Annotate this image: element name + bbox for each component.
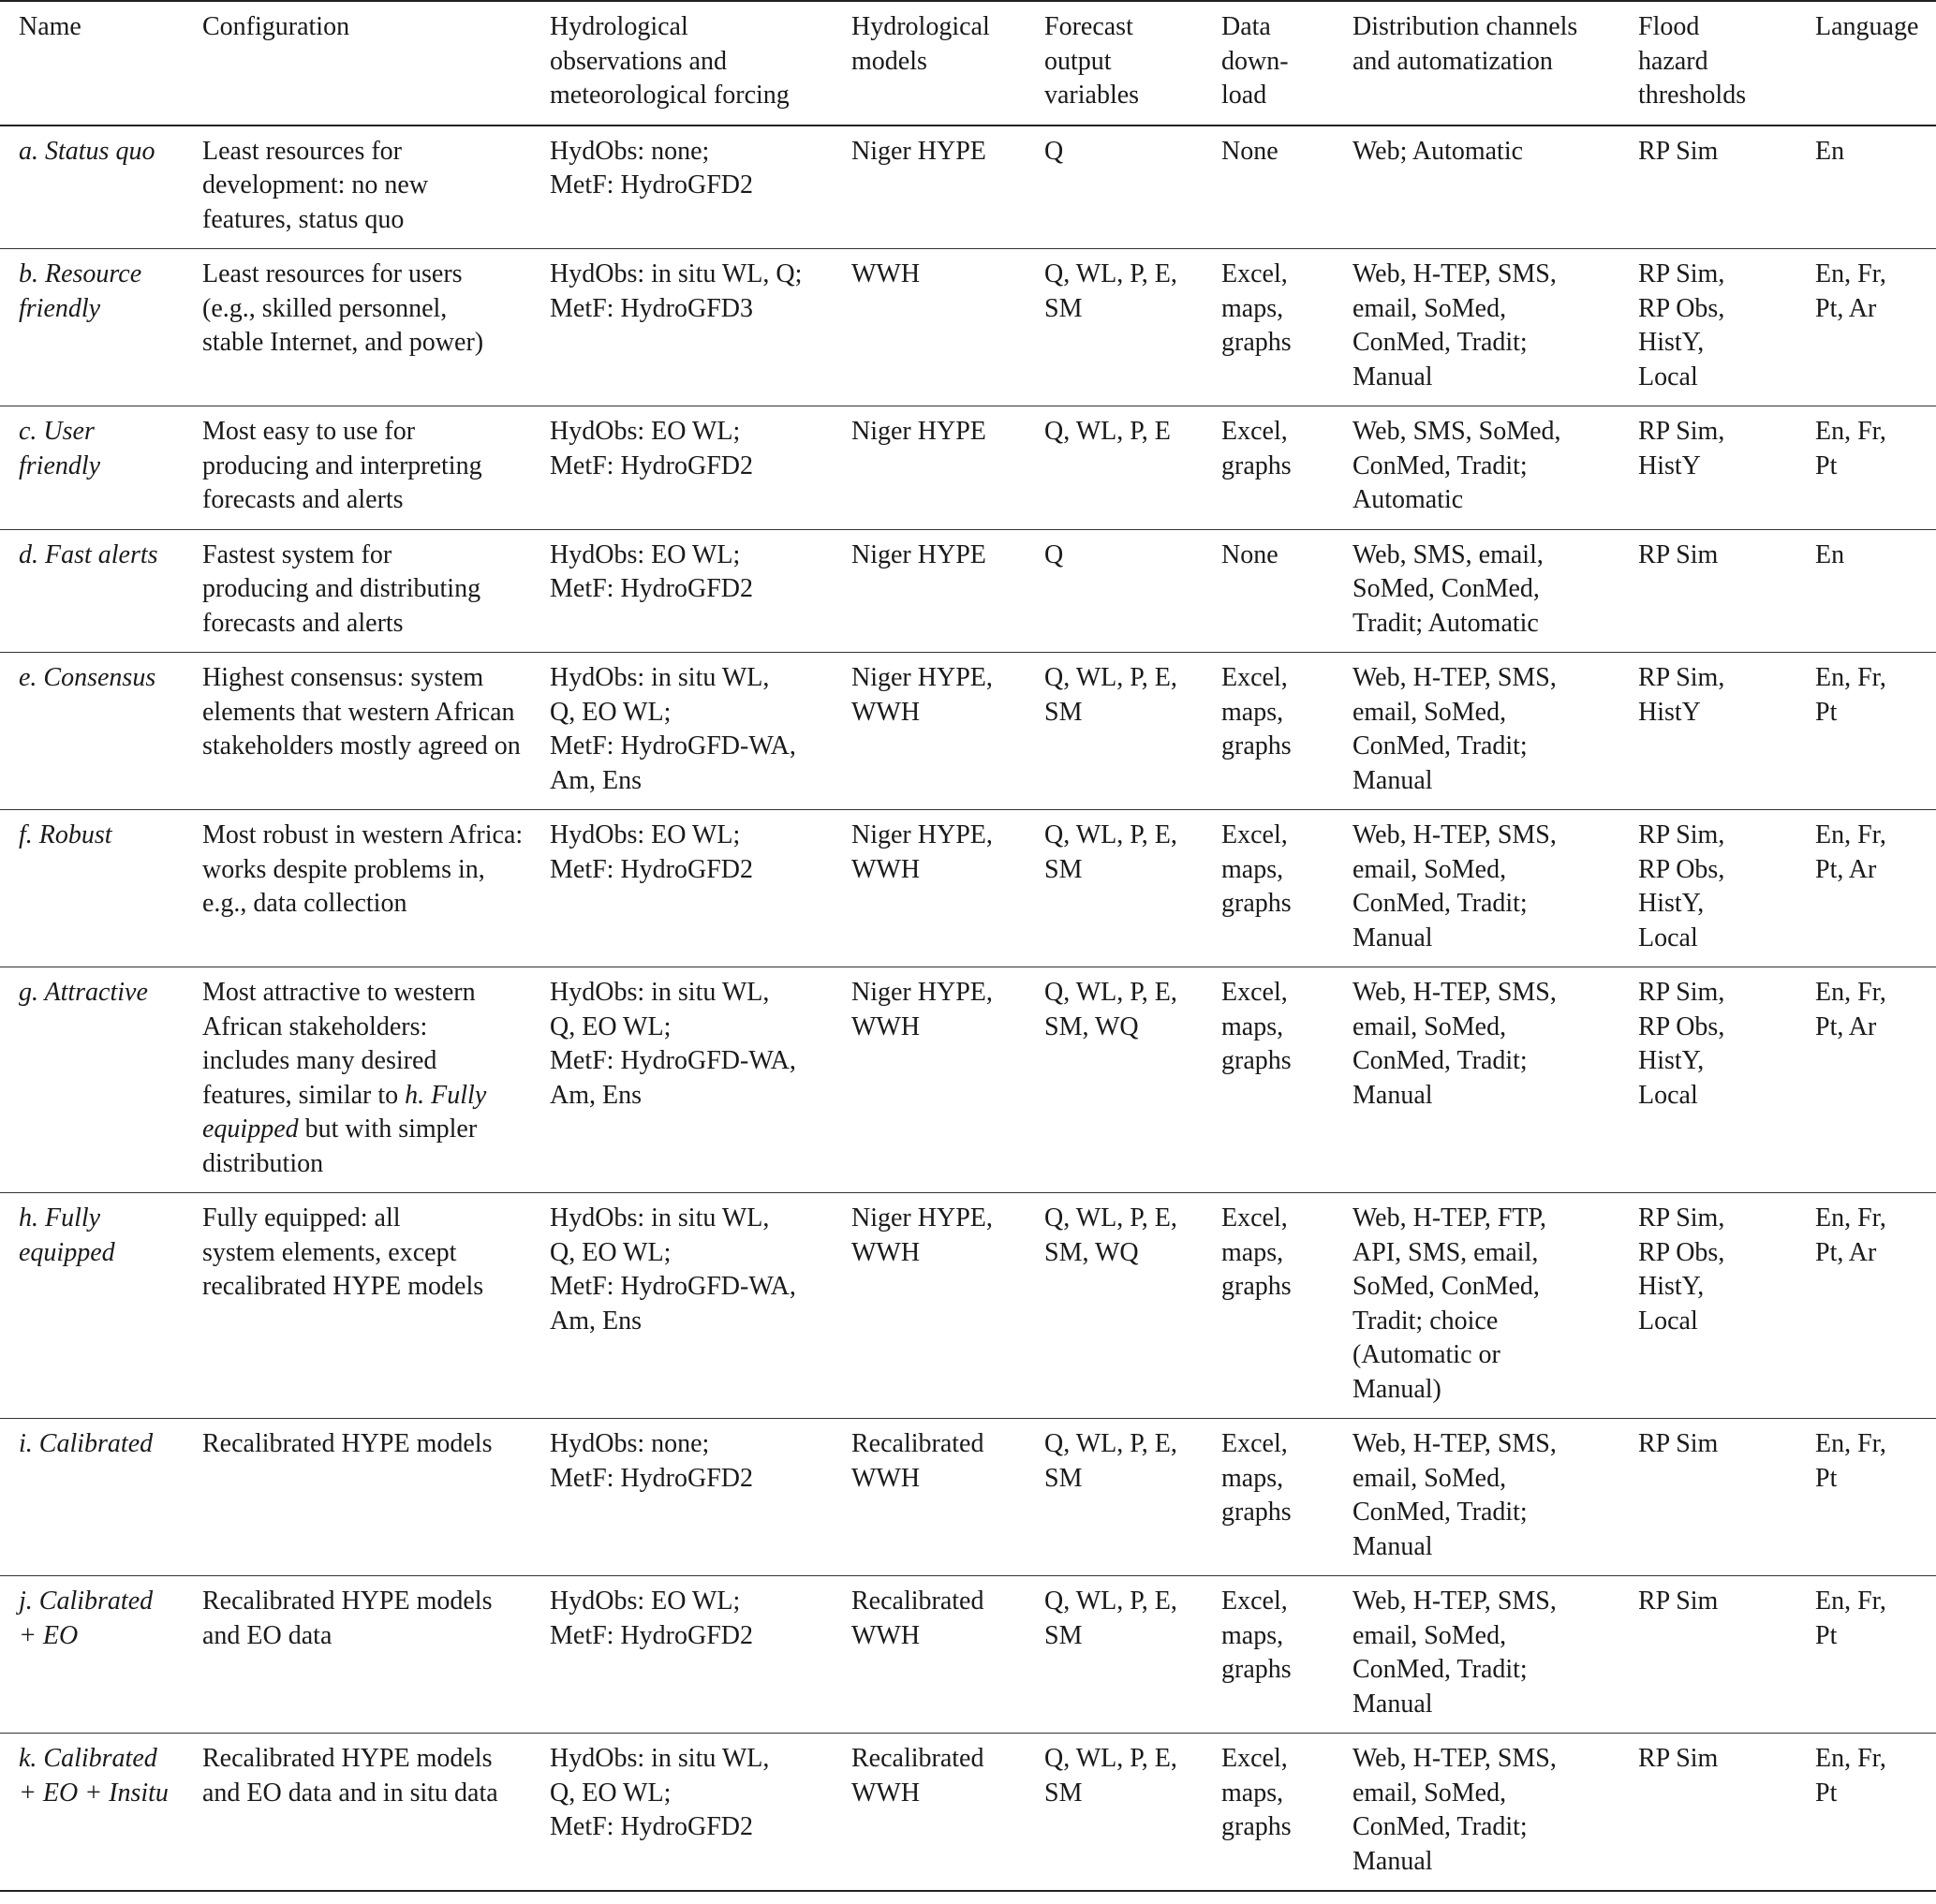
configuration-text: Most attractive to western African stakeholders: includes many desired features, similar to xyxy=(202,978,476,1110)
cell-language: En, Fr, Pt xyxy=(1815,1429,1886,1493)
cell-thresholds: RP Sim xyxy=(1638,1587,1719,1616)
cell-download: Excel, maps, graphs xyxy=(1221,1744,1292,1841)
configuration-text: but with simpler distribution xyxy=(202,1114,478,1178)
cell-configuration: Fully equipped: all system elements, except recalibrated HYPE models xyxy=(202,1203,484,1301)
column-header-configuration: Configuration xyxy=(202,12,350,41)
cell-name: d. Fast alerts xyxy=(19,539,158,569)
table-row xyxy=(0,1576,1936,1734)
cell-thresholds: RP Sim, RP Obs, HistY, Local xyxy=(1638,820,1725,952)
cell-variables: Q, WL, P, E, SM, WQ xyxy=(1044,978,1177,1041)
cell-download: None xyxy=(1221,539,1278,569)
column-header-download: Data down- load xyxy=(1221,12,1289,110)
cell-distribution: Web, H-TEP, SMS, email, SoMed, ConMed, Tradit; Manual xyxy=(1352,1429,1557,1561)
cell-distribution: Web, SMS, SoMed, ConMed, Tradit; Automatic xyxy=(1352,417,1561,514)
cell-variables: Q xyxy=(1044,539,1064,569)
cell-download: Excel, maps, graphs xyxy=(1221,259,1292,357)
column-header-name: Name xyxy=(19,12,81,41)
cell-distribution: Web, H-TEP, FTP, API, SMS, email, SoMed, ConMed, Tradit; choice (Automatic or Manual) xyxy=(1352,1203,1546,1404)
cell-language: En, Fr, Pt xyxy=(1815,663,1886,727)
column-header-observations: Hydrological observations and meteorological forcing xyxy=(550,12,790,110)
cell-models: Niger HYPE, WWH xyxy=(851,978,993,1041)
cell-download: Excel, maps, graphs xyxy=(1221,1587,1292,1684)
cell-thresholds: RP Sim xyxy=(1638,136,1719,166)
cell-distribution: Web, H-TEP, SMS, email, SoMed, ConMed, Tradit; Manual xyxy=(1352,1587,1557,1719)
cell-observations: HydObs: EO WL; MetF: HydroGFD2 xyxy=(550,820,754,884)
cell-thresholds: RP Sim, HistY xyxy=(1638,663,1725,727)
cell-distribution: Web, SMS, email, SoMed, ConMed, Tradit; Automatic xyxy=(1352,539,1544,638)
column-header-variables: Forecast output variables xyxy=(1044,12,1140,110)
cell-name: h. Fully equipped xyxy=(19,1203,115,1267)
cell-variables: Q xyxy=(1044,136,1064,166)
cell-download: Excel, graphs xyxy=(1221,417,1292,480)
cell-thresholds: RP Sim xyxy=(1638,1744,1719,1773)
cell-configuration: Highest consensus: system elements that western African stakeholders mostly agreed on xyxy=(202,663,521,760)
table-row xyxy=(0,1419,1936,1576)
cell-observations: HydObs: none; MetF: HydroGFD2 xyxy=(550,1429,754,1493)
cell-download: Excel, maps, graphs xyxy=(1221,978,1292,1075)
cell-models: Niger HYPE xyxy=(851,417,986,446)
cell-distribution: Web, H-TEP, SMS, email, SoMed, ConMed, Tradit; Manual xyxy=(1352,820,1557,952)
table-row xyxy=(0,249,1936,406)
cell-observations: HydObs: in situ WL, Q, EO WL; MetF: HydroGFD-WA, Am, Ens xyxy=(550,663,796,795)
cell-language: En, Fr, Pt xyxy=(1815,1587,1886,1650)
cell-download: None xyxy=(1221,136,1278,166)
column-header-thresholds: Flood hazard thresholds xyxy=(1638,12,1747,110)
cell-observations: HydObs: in situ WL, Q, EO WL; MetF: HydroGFD2 xyxy=(550,1744,770,1841)
table-row xyxy=(0,1734,1936,1892)
cell-configuration: Least resources for users (e.g., skilled personnel, stable Internet, and power) xyxy=(202,259,484,357)
cell-models: Niger HYPE, WWH xyxy=(851,663,993,727)
table-row xyxy=(0,529,1936,653)
cell-download: Excel, maps, graphs xyxy=(1221,1203,1292,1301)
cell-thresholds: RP Sim, RP Obs, HistY, Local xyxy=(1638,259,1725,391)
cell-configuration: Least resources for development: no new features, status quo xyxy=(202,136,429,234)
cell-configuration: Recalibrated HYPE models and EO data xyxy=(202,1587,493,1650)
cell-variables: Q, WL, P, E, SM xyxy=(1044,663,1177,727)
cell-variables: Q, WL, P, E, SM, WQ xyxy=(1044,1203,1177,1267)
cell-language: En, Fr, Pt xyxy=(1815,1744,1886,1808)
cell-observations: HydObs: EO WL; MetF: HydroGFD2 xyxy=(550,417,754,480)
cell-language: En, Fr, Pt, Ar xyxy=(1815,259,1886,323)
cell-language: En, Fr, Pt, Ar xyxy=(1815,820,1886,884)
cell-name: g. Attractive xyxy=(19,978,148,1007)
cell-observations: HydObs: in situ WL, Q; MetF: HydroGFD3 xyxy=(550,259,803,323)
cell-configuration: Most robust in western Africa: works despite problems in, e.g., data collection xyxy=(202,820,524,918)
cell-observations: HydObs: in situ WL, Q, EO WL; MetF: HydroGFD-WA, Am, Ens xyxy=(550,1203,796,1336)
cell-thresholds: RP Sim xyxy=(1638,539,1719,569)
header-row xyxy=(0,1,1936,125)
cell-thresholds: RP Sim xyxy=(1638,1429,1719,1458)
cell-thresholds: RP Sim, RP Obs, HistY, Local xyxy=(1638,978,1725,1110)
cell-name: b. Resource friendly xyxy=(19,259,142,323)
cell-language: En, Fr, Pt, Ar xyxy=(1815,978,1886,1041)
cell-language: En, Fr, Pt, Ar xyxy=(1815,1203,1886,1267)
table-row xyxy=(0,406,1936,530)
cell-name: k. Calibrated + EO + Insitu xyxy=(19,1744,169,1808)
cell-name: c. User friendly xyxy=(19,417,101,480)
cell-configuration: Fastest system for producing and distributing forecasts and alerts xyxy=(202,539,481,638)
cell-distribution: Web, H-TEP, SMS, email, SoMed, ConMed, Tradit; Manual xyxy=(1352,663,1557,795)
cell-variables: Q, WL, P, E, SM xyxy=(1044,1587,1177,1650)
column-header-language: Language xyxy=(1815,12,1919,41)
cell-language: En, Fr, Pt xyxy=(1815,417,1886,480)
table-row xyxy=(0,653,1936,810)
cell-distribution: Web, H-TEP, SMS, email, SoMed, ConMed, Tradit; Manual xyxy=(1352,978,1557,1110)
cell-name: f. Robust xyxy=(19,820,112,849)
cell-distribution: Web; Automatic xyxy=(1352,136,1524,166)
cell-models: WWH xyxy=(851,259,921,288)
cell-variables: Q, WL, P, E xyxy=(1044,417,1171,446)
cell-name: i. Calibrated xyxy=(19,1429,154,1458)
table-row xyxy=(0,1193,1936,1419)
cell-name: a. Status quo xyxy=(19,136,155,166)
cell-variables: Q, WL, P, E, SM xyxy=(1044,820,1177,884)
cell-observations: HydObs: none; MetF: HydroGFD2 xyxy=(550,136,754,199)
cell-name: j. Calibrated + EO xyxy=(19,1587,154,1650)
cell-variables: Q, WL, P, E, SM xyxy=(1044,1744,1177,1808)
cell-observations: HydObs: in situ WL, Q, EO WL; MetF: HydroGFD-WA, Am, Ens xyxy=(550,978,796,1110)
configuration-reference: h. Fully equipped xyxy=(202,1080,487,1144)
cell-models: Niger HYPE xyxy=(851,136,986,166)
cell-models: Niger HYPE xyxy=(851,539,986,569)
table-row xyxy=(0,967,1936,1193)
cell-models: Recalibrated WWH xyxy=(851,1744,984,1808)
cell-models: Niger HYPE, WWH xyxy=(851,1203,993,1267)
cell-configuration: Recalibrated HYPE models and EO data and in situ data xyxy=(202,1744,498,1808)
cell-models: Recalibrated WWH xyxy=(851,1429,984,1493)
cell-configuration xyxy=(193,967,540,1193)
column-header-models: Hydrological models xyxy=(851,12,990,76)
cell-distribution: Web, H-TEP, SMS, email, SoMed, ConMed, Tradit; Manual xyxy=(1352,1744,1557,1876)
column-header-distribution: Distribution channels and automatization xyxy=(1352,12,1578,76)
cell-thresholds: RP Sim, HistY xyxy=(1638,417,1725,480)
cell-distribution: Web, H-TEP, SMS, email, SoMed, ConMed, Tradit; Manual xyxy=(1352,259,1557,391)
cell-models: Recalibrated WWH xyxy=(851,1587,984,1650)
cell-configuration: Most easy to use for producing and interpreting forecasts and alerts xyxy=(202,417,482,514)
cell-download: Excel, maps, graphs xyxy=(1221,663,1292,760)
cell-configuration: Recalibrated HYPE models xyxy=(202,1429,493,1458)
cell-observations: HydObs: EO WL; MetF: HydroGFD2 xyxy=(550,1587,754,1650)
cell-variables: Q, WL, P, E, SM xyxy=(1044,259,1177,323)
cell-download: Excel, maps, graphs xyxy=(1221,820,1292,918)
cell-models: Niger HYPE, WWH xyxy=(851,820,993,884)
cell-language: En xyxy=(1815,539,1845,569)
table-row xyxy=(0,810,1936,967)
cell-thresholds: RP Sim, RP Obs, HistY, Local xyxy=(1638,1203,1725,1336)
cell-name: e. Consensus xyxy=(19,663,156,692)
cell-download: Excel, maps, graphs xyxy=(1221,1429,1292,1527)
cell-language: En xyxy=(1815,136,1845,166)
cell-variables: Q, WL, P, E, SM xyxy=(1044,1429,1177,1493)
table-row xyxy=(0,125,1936,249)
cell-observations: HydObs: EO WL; MetF: HydroGFD2 xyxy=(550,539,754,603)
